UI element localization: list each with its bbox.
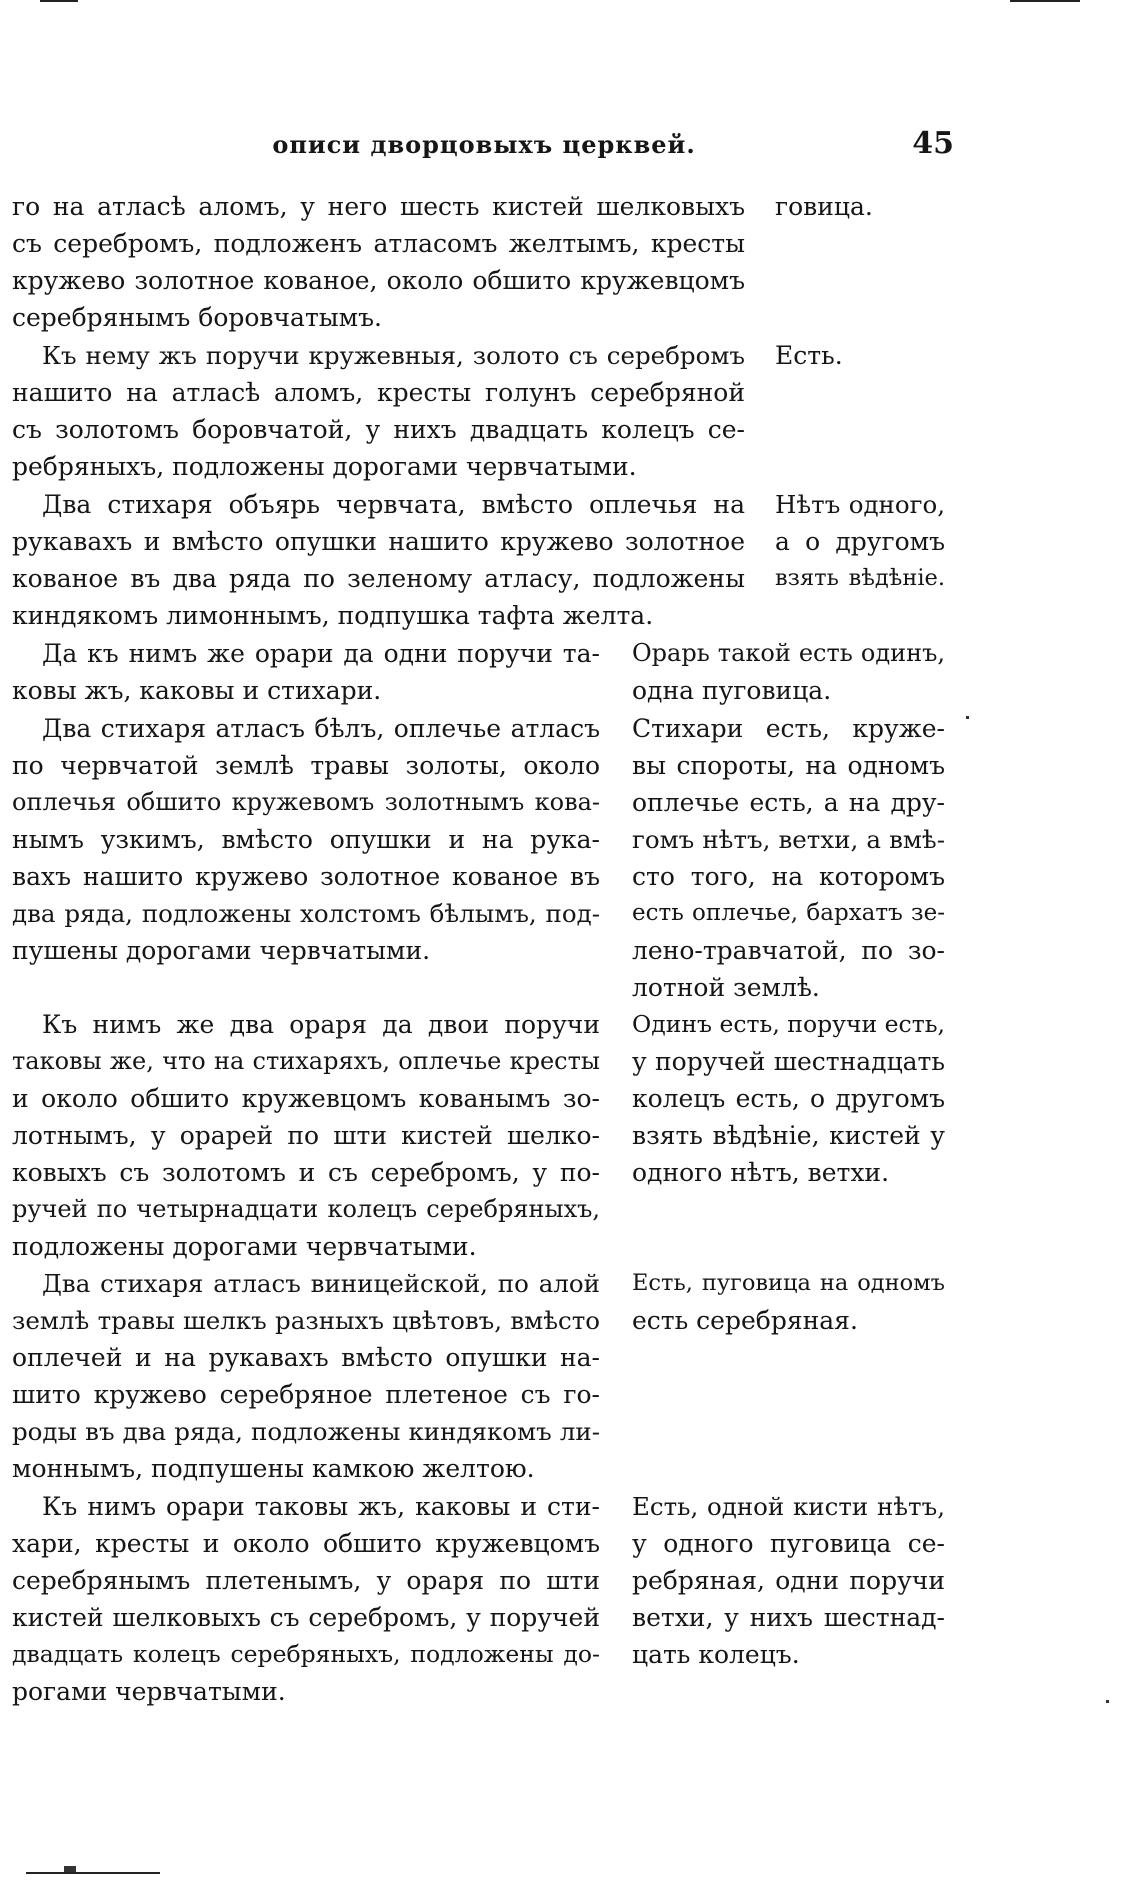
entry-text bbox=[12, 1265, 600, 1487]
entry-note bbox=[632, 1265, 945, 1339]
footer-mark bbox=[64, 1866, 76, 1872]
entry-text bbox=[12, 1488, 600, 1710]
note-line: Орарь такой есть одинъ, bbox=[632, 639, 945, 667]
text-line: нашито на атласѣ аломъ, кресты голунъ серебряной bbox=[12, 378, 745, 407]
entry-note bbox=[632, 1488, 945, 1673]
text-line: роды въ два ряда, подложены киндякомъ ли- bbox=[12, 1417, 600, 1446]
note-line: оплечье есть, а на дру- bbox=[632, 788, 945, 817]
text-line: Два стихаря атласъ виницейской, по алой bbox=[42, 1269, 600, 1298]
text-line: оплечья обшито кружевомъ золотнымъ кова- bbox=[12, 788, 600, 816]
text-line: Къ нимъ же два ораря да двои поручи bbox=[42, 1010, 600, 1039]
note-line: вы спороты, на одномъ bbox=[632, 751, 945, 780]
text-line: два ряда, подложены холстомъ бѣлымъ, под- bbox=[12, 899, 600, 928]
note-line: лено-травчатой, по зо- bbox=[632, 936, 945, 965]
text-line: кованое въ два ряда по зеленому атласу, подложены bbox=[12, 564, 745, 593]
note-line: Есть. bbox=[775, 341, 843, 370]
note-line: цать колецъ. bbox=[632, 1640, 800, 1669]
text-line: го на атласѣ аломъ, у него шесть кистей шелковыхъ bbox=[12, 192, 745, 221]
text-line: съ золотомъ боровчатой, у нихъ двадцать колецъ се- bbox=[12, 415, 745, 444]
text-line: вахъ нашито кружево золотное кованое въ bbox=[12, 862, 600, 891]
text-line: Два стихаря объярь червчата, вмѣсто оплечья на bbox=[42, 490, 745, 519]
text-line: съ серебромъ, подложенъ атласомъ желтымъ, кресты bbox=[12, 229, 745, 258]
text-line: Къ нимъ орари таковы жъ, каковы и сти- bbox=[42, 1492, 600, 1521]
footer-rule bbox=[26, 1872, 160, 1874]
print-speck bbox=[966, 716, 969, 719]
text-line: Да къ нимъ же орари да одни поручи та- bbox=[42, 639, 600, 668]
note-line: есть серебряная. bbox=[632, 1306, 858, 1335]
note-line: ветхи, у нихъ шестнад- bbox=[632, 1603, 945, 1632]
note-line: сто того, на которомъ bbox=[632, 862, 945, 891]
note-line: Стихари есть, круже- bbox=[632, 714, 945, 743]
entry-note bbox=[775, 337, 945, 374]
entry-text bbox=[12, 1006, 600, 1265]
text-line: ковы жъ, каковы и стихари. bbox=[12, 676, 382, 705]
entry-text bbox=[12, 635, 600, 709]
entry-note bbox=[775, 188, 945, 225]
text-line: землѣ травы шелкъ разныхъ цвѣтовъ, вмѣсто bbox=[12, 1306, 600, 1335]
note-line: ребряная, одни поручи bbox=[632, 1566, 945, 1595]
text-line: серебрянымъ боровчатымъ. bbox=[12, 303, 382, 332]
note-line: говица. bbox=[775, 192, 873, 221]
note-line: Одинъ есть, поручи есть, bbox=[632, 1010, 945, 1038]
entry-text bbox=[12, 486, 745, 634]
note-line: Есть, одной кисти нѣтъ, bbox=[632, 1492, 945, 1521]
note-line: у одного пуговица се- bbox=[632, 1529, 945, 1558]
text-line: хари, кресты и около обшито кружевцомъ bbox=[12, 1529, 600, 1558]
text-line: кистей шелковыхъ съ серебромъ, у поручей bbox=[12, 1603, 600, 1632]
entry-note bbox=[775, 486, 945, 597]
print-speck bbox=[1106, 1700, 1109, 1703]
note-line: есть оплечье, бархатъ зе- bbox=[632, 900, 945, 926]
text-line: оплечей и на рукавахъ вмѣсто опушки на- bbox=[12, 1343, 600, 1372]
top-edge-mark bbox=[1010, 0, 1080, 2]
text-line: моннымъ, подпушены камкою желтою. bbox=[12, 1454, 535, 1483]
page-header bbox=[14, 126, 954, 170]
text-line: ковыхъ съ золотомъ и съ серебромъ, у по- bbox=[12, 1158, 600, 1187]
note-line: у поручей шестнадцать bbox=[632, 1047, 945, 1076]
note-line: гомъ нѣтъ, ветхи, а вмѣ- bbox=[632, 825, 945, 854]
entry-text bbox=[12, 710, 600, 969]
entry-note bbox=[632, 635, 945, 709]
note-line: одного нѣтъ, ветхи. bbox=[632, 1158, 890, 1187]
text-line: кружево золотное кованое, около обшито кружевцомъ bbox=[12, 266, 745, 295]
text-line: по червчатой землѣ травы золоты, около bbox=[12, 751, 600, 780]
text-line: рогами червчатыми. bbox=[12, 1677, 286, 1706]
entry-note bbox=[632, 710, 945, 1006]
text-line: подложены дорогами червчатыми. bbox=[12, 1232, 477, 1261]
text-line: рукавахъ и вмѣсто опушки нашито кружево золотное bbox=[12, 527, 745, 556]
entry-text bbox=[12, 337, 745, 485]
text-line: серебрянымъ плетенымъ, у ораря по шти bbox=[12, 1566, 600, 1595]
text-line: Къ нему жъ поручи кружевныя, золото съ серебромъ bbox=[42, 341, 745, 370]
text-line: и около обшито кружевцомъ кованымъ зо- bbox=[12, 1084, 600, 1113]
note-line: одна пуговица. bbox=[632, 676, 832, 705]
top-edge-mark bbox=[40, 0, 78, 2]
text-line: пушены дорогами червчатыми. bbox=[12, 936, 431, 965]
page-number: 45 bbox=[912, 126, 954, 161]
note-line: Нѣтъ одного, bbox=[775, 490, 945, 519]
text-line: Два стихаря атласъ бѣлъ, оплечье атласъ bbox=[42, 714, 600, 743]
text-line: двадцать колецъ серебряныхъ, подложены до- bbox=[12, 1640, 600, 1668]
text-line: таковы же, что на стихаряхъ, оплечье кресты bbox=[12, 1047, 600, 1075]
text-line: ручей по четырнадцати колецъ серебряныхъ, bbox=[12, 1195, 600, 1223]
note-line: а о другомъ bbox=[775, 527, 945, 556]
note-line: взять вѣдѣніе. bbox=[775, 565, 945, 591]
note-line: лотной землѣ. bbox=[632, 973, 820, 1002]
note-line: взять вѣдѣніе, кистей у bbox=[632, 1121, 945, 1150]
text-line: шито кружево серебряное плетеное съ го- bbox=[12, 1380, 600, 1409]
entry-text bbox=[12, 188, 745, 336]
note-line: колецъ есть, о другомъ bbox=[632, 1084, 945, 1113]
note-line: Есть, пуговица на одномъ bbox=[632, 1270, 945, 1296]
text-line: лотнымъ, у орарей по шти кистей шелко- bbox=[12, 1121, 600, 1150]
entry-note bbox=[632, 1006, 945, 1191]
running-title: описи дворцовыхъ церквей. bbox=[272, 130, 696, 159]
text-line: ребряныхъ, подложены дорогами червчатыми. bbox=[12, 452, 637, 481]
text-line: нымъ узкимъ, вмѣсто опушки и на рука- bbox=[12, 825, 600, 854]
text-line: киндякомъ лимоннымъ, подпушка тафта желта. bbox=[12, 601, 654, 630]
